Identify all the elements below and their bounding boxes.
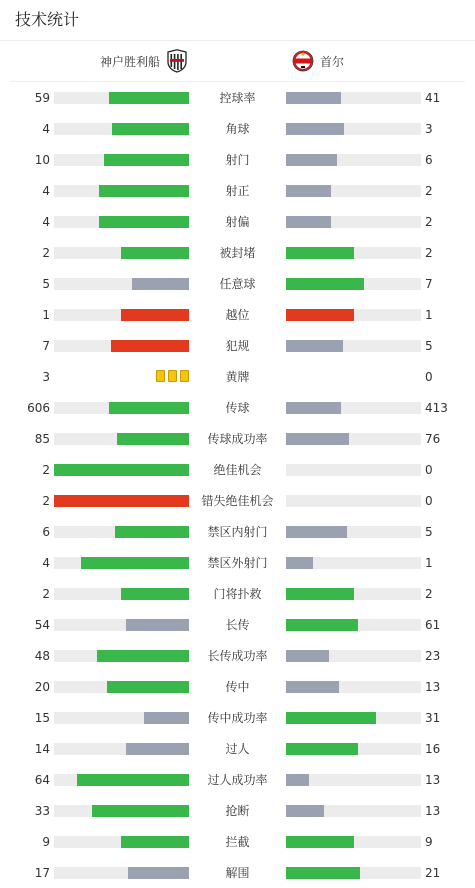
home-stat-value: 2 <box>42 494 50 508</box>
away-stat-bar-track <box>286 123 421 135</box>
home-stat-bar-fill <box>126 619 189 631</box>
stat-label: 传中 <box>225 680 250 694</box>
yellow-card-icon <box>156 370 165 382</box>
away-stat-bar-track <box>286 681 421 693</box>
away-stat-bar-fill <box>286 402 341 414</box>
away-stat-value: 0 <box>425 494 433 508</box>
home-stat-value: 15 <box>34 711 50 725</box>
away-stat-value: 13 <box>425 773 441 787</box>
stat-row <box>0 553 475 573</box>
home-stat-bar-fill <box>117 433 189 445</box>
away-stat-bar-track <box>286 309 421 321</box>
stat-row <box>0 677 475 697</box>
away-team-name: 首尔 <box>320 54 345 69</box>
away-team-logo-icon <box>292 49 314 73</box>
stat-row <box>0 305 475 325</box>
stat-label: 错失绝佳机会 <box>201 494 274 508</box>
home-stat-value: 4 <box>42 215 50 229</box>
stat-row <box>0 243 475 263</box>
home-stat-value: 59 <box>34 91 50 105</box>
home-stat-bar-fill <box>109 92 189 104</box>
stat-row <box>0 832 475 852</box>
home-stat-bar-fill <box>107 681 189 693</box>
away-stat-bar-track <box>286 743 421 755</box>
away-stat-bar-fill <box>286 774 309 786</box>
stat-label: 禁区外射门 <box>207 556 268 570</box>
away-stat-bar-track <box>286 836 421 848</box>
home-stat-bar-fill <box>92 805 189 817</box>
home-stat-value: 4 <box>42 122 50 136</box>
home-stat-bar-track <box>54 278 189 290</box>
home-team[interactable] <box>100 49 188 73</box>
stat-label: 传球成功率 <box>207 432 268 446</box>
home-stat-bar-fill <box>121 836 189 848</box>
away-stat-bar-track <box>286 495 421 507</box>
stat-label: 黄牌 <box>225 370 250 384</box>
away-stat-value: 41 <box>425 91 441 105</box>
away-stat-bar-track <box>286 712 421 724</box>
away-stat-value: 2 <box>425 215 433 229</box>
away-stat-bar-track <box>286 619 421 631</box>
away-stat-bar-track <box>286 433 421 445</box>
stat-label: 门将扑救 <box>213 587 262 601</box>
stat-row <box>0 119 475 139</box>
away-stat-value: 1 <box>425 308 433 322</box>
yellow-card-icon <box>180 370 189 382</box>
away-stat-bar-track <box>286 216 421 228</box>
home-stat-bar-fill <box>144 712 189 724</box>
away-stat-bar-fill <box>286 123 344 135</box>
home-stat-bar-track <box>54 464 189 476</box>
away-stat-value: 2 <box>425 184 433 198</box>
teams-header <box>10 41 465 82</box>
home-stat-bar-track <box>54 867 189 879</box>
stat-row <box>0 88 475 108</box>
away-stat-value: 3 <box>425 122 433 136</box>
away-stat-value: 5 <box>425 525 433 539</box>
home-stat-value: 10 <box>34 153 50 167</box>
stat-label: 角球 <box>225 122 250 136</box>
home-stat-value: 2 <box>42 463 50 477</box>
home-stat-bar-track <box>54 154 189 166</box>
stat-label: 被封堵 <box>219 246 256 260</box>
home-stat-bar-track <box>54 650 189 662</box>
away-stat-bar-track <box>286 464 421 476</box>
away-stat-bar-track <box>286 92 421 104</box>
home-stat-value: 48 <box>34 649 50 663</box>
home-stat-bar-track <box>54 774 189 786</box>
home-stat-bar-track <box>54 92 189 104</box>
away-stat-bar-fill <box>286 216 331 228</box>
home-stat-value: 54 <box>34 618 50 632</box>
home-team-logo-icon <box>166 49 188 73</box>
away-stat-value: 0 <box>425 463 433 477</box>
home-stat-bar-track <box>54 123 189 135</box>
stat-label: 禁区内射门 <box>207 525 268 539</box>
home-stat-bar-fill <box>77 774 189 786</box>
home-stat-bar-track <box>54 402 189 414</box>
home-stat-value: 85 <box>34 432 50 446</box>
stat-label: 越位 <box>225 308 250 322</box>
home-stat-bar-fill <box>126 743 189 755</box>
home-stat-bar-track <box>54 309 189 321</box>
home-stat-bar-track <box>54 712 189 724</box>
stat-row <box>0 181 475 201</box>
away-stat-bar-fill <box>286 433 349 445</box>
away-stat-bar-track <box>286 247 421 259</box>
away-stat-bar-fill <box>286 309 354 321</box>
away-stat-bar-fill <box>286 619 358 631</box>
stat-row <box>0 801 475 821</box>
away-stat-bar-track <box>286 588 421 600</box>
home-stat-bar-fill <box>111 340 189 352</box>
away-stat-value: 0 <box>425 370 433 384</box>
away-stat-bar-track <box>286 340 421 352</box>
away-stat-value: 31 <box>425 711 441 725</box>
away-yellow-cards <box>286 370 421 384</box>
home-stat-value: 6 <box>42 525 50 539</box>
stat-label: 传球 <box>225 401 250 415</box>
stat-label: 过人成功率 <box>207 773 268 787</box>
home-stat-bar-track <box>54 340 189 352</box>
away-stat-bar-fill <box>286 836 354 848</box>
home-stat-value: 3 <box>42 370 50 384</box>
away-stat-value: 13 <box>425 680 441 694</box>
away-team[interactable] <box>292 49 344 73</box>
home-stat-value: 7 <box>42 339 50 353</box>
away-stat-bar-fill <box>286 712 376 724</box>
stat-row <box>0 336 475 356</box>
away-stat-bar-fill <box>286 681 339 693</box>
home-stat-bar-track <box>54 185 189 197</box>
home-stat-value: 606 <box>27 401 50 415</box>
away-stat-bar-fill <box>286 247 354 259</box>
away-stat-value: 1 <box>425 556 433 570</box>
away-stat-bar-fill <box>286 588 354 600</box>
stat-row <box>0 460 475 480</box>
stat-row <box>0 739 475 759</box>
stat-label: 射偏 <box>225 215 250 229</box>
home-stat-bar-track <box>54 557 189 569</box>
stat-label: 长传 <box>225 618 250 632</box>
stat-row <box>0 646 475 666</box>
stat-row <box>0 615 475 635</box>
home-stat-value: 14 <box>34 742 50 756</box>
home-stat-bar-fill <box>112 123 189 135</box>
away-stat-value: 16 <box>425 742 441 756</box>
stat-label: 绝佳机会 <box>213 463 262 477</box>
stat-label: 犯规 <box>225 339 250 353</box>
stat-row <box>0 212 475 232</box>
away-stat-bar-fill <box>286 526 347 538</box>
home-stat-bar-track <box>54 619 189 631</box>
home-stat-bar-fill <box>81 557 189 569</box>
home-stat-value: 5 <box>42 277 50 291</box>
home-stat-value: 1 <box>42 308 50 322</box>
stat-row <box>0 584 475 604</box>
away-stat-value: 2 <box>425 587 433 601</box>
home-stat-bar-fill <box>128 867 189 879</box>
home-stat-value: 9 <box>42 835 50 849</box>
away-stat-value: 21 <box>425 866 441 880</box>
stat-row <box>0 274 475 294</box>
away-stat-bar-track <box>286 185 421 197</box>
away-stat-bar-track <box>286 557 421 569</box>
away-stat-bar-track <box>286 402 421 414</box>
home-stat-value: 4 <box>42 184 50 198</box>
away-stat-bar-fill <box>286 154 337 166</box>
stat-row <box>0 367 475 387</box>
away-stat-value: 23 <box>425 649 441 663</box>
away-stat-bar-fill <box>286 92 341 104</box>
home-stat-bar-track <box>54 216 189 228</box>
away-stat-value: 5 <box>425 339 433 353</box>
stat-label: 控球率 <box>219 91 256 105</box>
away-stat-value: 413 <box>425 401 448 415</box>
home-stat-bar-track <box>54 588 189 600</box>
away-stat-bar-track <box>286 867 421 879</box>
stat-row <box>0 150 475 170</box>
stat-label: 拦截 <box>225 835 250 849</box>
home-stat-bar-fill <box>121 588 189 600</box>
away-stat-value: 76 <box>425 432 441 446</box>
home-yellow-cards <box>54 370 189 384</box>
away-stat-value: 7 <box>425 277 433 291</box>
home-stat-bar-fill <box>132 278 189 290</box>
home-stat-value: 2 <box>42 246 50 260</box>
away-stat-bar-fill <box>286 805 324 817</box>
away-stat-bar-track <box>286 650 421 662</box>
home-stat-value: 64 <box>34 773 50 787</box>
stat-row <box>0 770 475 790</box>
stat-row <box>0 429 475 449</box>
home-stat-bar-fill <box>99 185 189 197</box>
stat-label: 解围 <box>225 866 250 880</box>
home-stat-bar-fill <box>104 154 189 166</box>
away-stat-bar-fill <box>286 650 329 662</box>
away-stat-bar-track <box>286 526 421 538</box>
home-team-name: 神户胜利船 <box>99 54 160 69</box>
stat-label: 射门 <box>225 153 250 167</box>
home-stat-bar-fill <box>99 216 189 228</box>
away-stat-value: 61 <box>425 618 441 632</box>
home-stat-bar-track <box>54 836 189 848</box>
stat-row <box>0 863 475 883</box>
away-stat-value: 6 <box>425 153 433 167</box>
home-stat-bar-fill <box>121 247 189 259</box>
stat-label: 长传成功率 <box>207 649 268 663</box>
home-stat-bar-track <box>54 495 189 507</box>
home-stat-bar-track <box>54 805 189 817</box>
away-stat-bar-track <box>286 154 421 166</box>
stat-row <box>0 491 475 511</box>
away-stat-bar-track <box>286 278 421 290</box>
stat-row <box>0 522 475 542</box>
home-stat-bar-fill <box>54 495 189 507</box>
home-stat-value: 17 <box>34 866 50 880</box>
yellow-card-icon <box>168 370 177 382</box>
stat-label: 抢断 <box>225 804 250 818</box>
home-stat-bar-fill <box>121 309 189 321</box>
home-stat-bar-fill <box>54 464 189 476</box>
home-stat-bar-track <box>54 681 189 693</box>
away-stat-bar-track <box>286 774 421 786</box>
away-stat-bar-fill <box>286 340 343 352</box>
away-stat-bar-fill <box>286 743 358 755</box>
away-stat-bar-fill <box>286 185 331 197</box>
stat-label: 过人 <box>225 742 250 756</box>
home-stat-bar-track <box>54 247 189 259</box>
away-stat-value: 9 <box>425 835 433 849</box>
page-title: 技术统计 <box>0 0 475 41</box>
home-stat-value: 20 <box>34 680 50 694</box>
away-stat-bar-track <box>286 805 421 817</box>
home-stat-bar-fill <box>109 402 189 414</box>
home-stat-bar-fill <box>97 650 189 662</box>
away-stat-bar-fill <box>286 867 360 879</box>
stat-row <box>0 398 475 418</box>
away-stat-value: 13 <box>425 804 441 818</box>
home-stat-value: 4 <box>42 556 50 570</box>
home-stat-bar-fill <box>115 526 189 538</box>
stat-row <box>0 708 475 728</box>
stat-label: 传中成功率 <box>207 711 268 725</box>
away-stat-bar-fill <box>286 557 313 569</box>
home-stat-bar-track <box>54 743 189 755</box>
stat-label: 射正 <box>225 184 250 198</box>
home-stat-value: 2 <box>42 587 50 601</box>
home-stat-value: 33 <box>34 804 50 818</box>
home-stat-bar-track <box>54 433 189 445</box>
home-stat-bar-track <box>54 526 189 538</box>
away-stat-value: 2 <box>425 246 433 260</box>
stat-label: 任意球 <box>219 277 256 291</box>
away-stat-bar-fill <box>286 278 364 290</box>
